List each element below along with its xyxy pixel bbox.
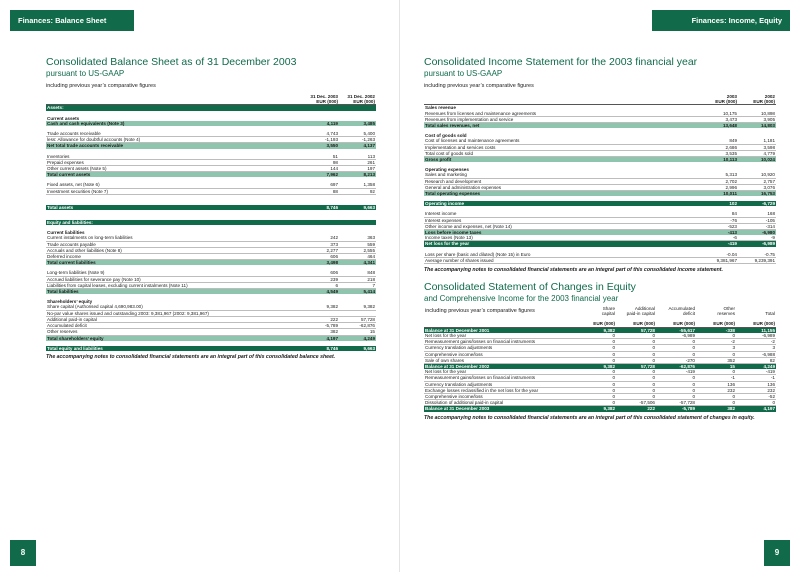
row-value: 0 bbox=[576, 381, 616, 387]
row-value: 0 bbox=[616, 393, 656, 399]
row-value: -0.75 bbox=[738, 252, 776, 258]
row-value: 2,702 bbox=[700, 178, 738, 184]
row-value: 0 bbox=[696, 333, 736, 339]
row-value: 3 bbox=[696, 345, 736, 351]
comparative-note: including previous year’s comparative figures bbox=[46, 83, 156, 89]
row-value: 0 bbox=[696, 400, 736, 406]
right-page bbox=[400, 0, 800, 572]
row-label: Other reserves bbox=[46, 329, 302, 335]
row-value: 10,113 bbox=[700, 157, 738, 163]
footnote: The accompanying notes to consolidated financial statements are an integral part of this consolidated statement of changes in equity. bbox=[424, 414, 755, 421]
column-unit: EUR (000) bbox=[700, 99, 738, 105]
row-value: -419 bbox=[700, 241, 738, 247]
row-label: Average number of shares issued bbox=[424, 257, 700, 263]
row-label: Inventories bbox=[46, 154, 302, 160]
row-value: -76 bbox=[700, 217, 738, 223]
row-label: Total current assets bbox=[46, 172, 302, 178]
row-value: 606 bbox=[302, 254, 339, 260]
row-value: 3 bbox=[736, 345, 776, 351]
equity-col-head: Additional paid-in capital bbox=[626, 306, 655, 317]
row-value: 88 bbox=[302, 188, 339, 194]
row-value: -62,876 bbox=[339, 323, 376, 329]
row-value: 9,382 bbox=[576, 327, 616, 333]
row-label: Current instalments on long-term liabilities bbox=[46, 235, 302, 241]
equity-subtitle: and Comprehensive Income for the 2003 financial year bbox=[424, 294, 619, 304]
row-value: 9,382 bbox=[576, 363, 616, 369]
row-label: Equity and liabilities: bbox=[46, 220, 302, 225]
row-label: Shareholders’ equity bbox=[47, 299, 93, 305]
row-value: 0 bbox=[576, 339, 616, 345]
row-label: Deferred income bbox=[46, 254, 302, 260]
row-label: Revenues from implementation and service bbox=[424, 116, 700, 122]
row-label: Total assets bbox=[46, 205, 302, 210]
row-value: 2,555 bbox=[339, 247, 376, 253]
row-value: 218 bbox=[339, 276, 376, 282]
row-value: -2 bbox=[736, 339, 776, 345]
row-value: 352 bbox=[696, 357, 736, 363]
row-label: Exchange losses reclassified in the net loss for the year bbox=[424, 387, 576, 393]
row-value: 3,473 bbox=[700, 116, 738, 122]
row-label: General and administration expenses bbox=[424, 184, 700, 190]
row-value: 0 bbox=[656, 375, 696, 381]
row-value: -6,980 bbox=[738, 230, 776, 236]
section-header: Finances: Income, Equity bbox=[652, 10, 790, 31]
row-value: -419 bbox=[656, 369, 696, 375]
row-value: 3,598 bbox=[738, 144, 776, 150]
row-value: 6 bbox=[302, 282, 339, 288]
row-value: 0 bbox=[576, 400, 616, 406]
row-value: -523 bbox=[700, 223, 738, 229]
row-value: 144 bbox=[302, 166, 339, 172]
row-label: Total sales revenues, net bbox=[424, 123, 700, 129]
row-value: 4,119 bbox=[302, 121, 339, 126]
row-value: 5,400 bbox=[339, 131, 376, 137]
section-header: Finances: Balance Sheet bbox=[10, 10, 134, 31]
row-value: 57,728 bbox=[616, 363, 656, 369]
footnote: The accompanying notes to consolidated financial statements are an integral part of this consolidated income statement. bbox=[424, 267, 723, 274]
row-label: Additional paid-in capital bbox=[46, 316, 302, 322]
row-value: 0 bbox=[616, 387, 656, 393]
row-value: 9,663 bbox=[339, 205, 376, 210]
row-value: 0 bbox=[616, 339, 656, 345]
row-value: -55,617 bbox=[656, 327, 696, 333]
row-value: 92 bbox=[339, 188, 376, 194]
row-value: 4,249 bbox=[736, 363, 776, 369]
row-value: 7 bbox=[339, 282, 376, 288]
row-value: 0 bbox=[576, 393, 616, 399]
row-value: 3,905 bbox=[738, 116, 776, 122]
row-label: Prepaid expenses bbox=[46, 159, 302, 165]
row-value: 8,746 bbox=[302, 205, 339, 210]
row-value: -6 bbox=[700, 235, 738, 241]
row-value: 0 bbox=[616, 351, 656, 357]
row-value: -338 bbox=[696, 327, 736, 333]
row-label: Share capital (Authorised capital 4,690,983.00) bbox=[46, 304, 302, 310]
column-unit: EUR (000) bbox=[656, 321, 696, 327]
column-unit: EUR (000) bbox=[616, 321, 656, 327]
row-value: 10,175 bbox=[700, 111, 738, 117]
row-value: -0.04 bbox=[700, 252, 738, 258]
row-value: -6,989 bbox=[656, 333, 696, 339]
row-value: 0 bbox=[576, 387, 616, 393]
row-value: 0 bbox=[576, 375, 616, 381]
column-unit: EUR (000) bbox=[576, 321, 616, 327]
row-value: 0 bbox=[576, 345, 616, 351]
row-value: -270 bbox=[656, 357, 696, 363]
row-value: 57,728 bbox=[339, 316, 376, 322]
row-value: 3,485 bbox=[339, 121, 376, 126]
page-title: Consolidated Balance Sheet as of 31 December 2003 bbox=[46, 56, 297, 68]
column-unit: EUR (000) bbox=[339, 99, 376, 105]
row-label: Total liabilities bbox=[46, 289, 302, 295]
row-value: 4,743 bbox=[302, 131, 339, 137]
row-value: 1,181 bbox=[738, 138, 776, 144]
row-label: Sale of own shares bbox=[424, 357, 576, 363]
row-label: Sales and marketing bbox=[424, 172, 700, 178]
row-value: 849 bbox=[700, 138, 738, 144]
row-label: Investment securities (Note 7) bbox=[46, 188, 302, 194]
row-value: 51 bbox=[302, 154, 339, 160]
equity-table bbox=[424, 306, 776, 411]
equity-col-head: Accumulated deficit bbox=[668, 306, 695, 317]
row-label: Cost of goods sold bbox=[425, 133, 467, 139]
row-label: Cash and cash equivalents (Note 3) bbox=[46, 121, 302, 126]
row-value: -6,989 bbox=[738, 241, 776, 247]
row-value: 98 bbox=[302, 159, 339, 165]
row-value: 848 bbox=[339, 270, 376, 276]
row-value: 242 bbox=[302, 235, 339, 241]
row-label: Total current liabilities bbox=[46, 260, 302, 266]
table-row bbox=[46, 346, 376, 351]
balance-sheet-table bbox=[46, 94, 376, 351]
column-year: 2002 bbox=[764, 94, 775, 99]
row-label: Gross profit bbox=[424, 157, 700, 163]
row-value: 0 bbox=[576, 333, 616, 339]
row-label: Cost of licenses and maintenance agreements bbox=[424, 138, 700, 144]
balance-sheet bbox=[46, 56, 376, 361]
row-value: 15 bbox=[696, 363, 736, 369]
row-value: 373 bbox=[302, 241, 339, 247]
row-value: 16,753 bbox=[738, 191, 776, 197]
row-label: Remeasurement gains/losses on financial instruments bbox=[424, 375, 576, 381]
row-value: 13,648 bbox=[700, 123, 738, 129]
equity-col-head: Other reserves bbox=[717, 306, 735, 317]
row-value: 0 bbox=[616, 333, 656, 339]
row-value: 697 bbox=[302, 182, 339, 188]
table-row bbox=[424, 257, 776, 263]
row-label: Income taxes (Note 13) bbox=[424, 235, 700, 241]
row-label: Comprehensive income/loss bbox=[424, 393, 576, 399]
row-label: Other income and expenses, net (Note 14) bbox=[424, 223, 700, 229]
row-value: 232 bbox=[736, 387, 776, 393]
row-value: -57,506 bbox=[616, 400, 656, 406]
row-label: Currency translation adjustments bbox=[424, 345, 576, 351]
row-value: 261 bbox=[339, 159, 376, 165]
row-value: 9,663 bbox=[339, 346, 376, 351]
row-label: Long-term liabilities (Note 9) bbox=[46, 270, 302, 276]
row-label: less: Allowance for doubtful accounts (Note 4) bbox=[46, 137, 302, 143]
row-value: 0 bbox=[616, 381, 656, 387]
equity-head-row bbox=[424, 306, 776, 316]
row-value: -413 bbox=[700, 230, 738, 236]
row-label: Loss per share (basic and diluted) (Note 15) in Euro bbox=[424, 252, 700, 258]
column-unit: EUR (000) bbox=[302, 99, 339, 105]
row-label: Operating expenses bbox=[425, 167, 469, 173]
row-value: 3,550 bbox=[302, 143, 339, 149]
row-value: 0 bbox=[696, 393, 736, 399]
column-year: 2003 bbox=[726, 94, 737, 99]
row-label: Total cost of goods sold bbox=[424, 150, 700, 156]
row-value: 9,382 bbox=[339, 304, 376, 310]
row-label: Remeasurement gains/losses on financial instruments bbox=[424, 339, 576, 345]
row-value: -5,789 bbox=[656, 406, 696, 412]
row-label: Current assets bbox=[47, 115, 80, 121]
row-label: Fixed assets, net (Note 6) bbox=[46, 182, 302, 188]
row-value: 82 bbox=[736, 357, 776, 363]
row-value: 136 bbox=[736, 381, 776, 387]
row-value: 197 bbox=[339, 166, 376, 172]
row-label: Liabilities from capital leases, excluding current instalments (Note 11) bbox=[46, 282, 302, 288]
row-label: Accumulated deficit bbox=[46, 323, 302, 329]
row-label: Interest income bbox=[424, 211, 700, 217]
row-value: -5,789 bbox=[302, 323, 339, 329]
row-value: 10,024 bbox=[738, 157, 776, 163]
row-value: 382 bbox=[302, 329, 339, 335]
row-value: -6,988 bbox=[736, 351, 776, 357]
row-value: 0 bbox=[696, 369, 736, 375]
row-value: 0 bbox=[656, 345, 696, 351]
row-label: Balance at 31 December 2003 bbox=[424, 406, 576, 412]
row-value: -1 bbox=[736, 375, 776, 381]
page-subtitle: pursuant to US-GAAP bbox=[424, 69, 503, 78]
row-label: Comprehensive income/loss bbox=[424, 351, 576, 357]
page-title: Consolidated Income Statement for the 2003 financial year bbox=[424, 56, 698, 68]
row-label: Total operating expenses bbox=[424, 191, 700, 197]
row-label: Net loss for the year bbox=[424, 369, 576, 375]
row-value: 4,137 bbox=[339, 143, 376, 149]
row-value: -62,876 bbox=[656, 363, 696, 369]
row-label: Dissolution of additional paid-in capital bbox=[424, 400, 576, 406]
row-label: Balance at 31 December 2002 bbox=[424, 363, 576, 369]
row-value: 11,155 bbox=[736, 327, 776, 333]
row-value: 1,358 bbox=[339, 182, 376, 188]
row-value: -1,263 bbox=[339, 137, 376, 143]
equity-col-head: Share capital bbox=[601, 306, 615, 317]
row-label: Balance at 31 December 2001 bbox=[424, 327, 576, 333]
row-value: 5,414 bbox=[339, 289, 376, 295]
row-value: 0 bbox=[616, 369, 656, 375]
row-label: Operating income bbox=[424, 201, 700, 206]
column-date: 31 Dec. 2002 bbox=[347, 94, 375, 99]
row-value: -1 bbox=[696, 375, 736, 381]
row-label: Assets: bbox=[46, 105, 302, 111]
row-value: 0 bbox=[616, 345, 656, 351]
row-value: 2,277 bbox=[302, 247, 339, 253]
row-label: Revenues from licenses and maintenance agreements bbox=[424, 111, 700, 117]
row-value: 57,728 bbox=[616, 327, 656, 333]
row-value: 9,239,391 bbox=[738, 257, 776, 263]
row-value: -57,728 bbox=[656, 400, 696, 406]
table-row bbox=[424, 406, 776, 412]
income-statement-table bbox=[424, 94, 776, 264]
row-value: 2,686 bbox=[700, 144, 738, 150]
row-value: 239 bbox=[302, 276, 339, 282]
comparative-note: including previous year’s comparative figures bbox=[425, 307, 535, 314]
page-number: 9 bbox=[764, 540, 790, 566]
page-number: 8 bbox=[10, 540, 36, 566]
comparative-note: including previous year’s comparative figures bbox=[424, 83, 534, 89]
row-value: 0 bbox=[696, 351, 736, 357]
row-value: 4,249 bbox=[339, 335, 376, 341]
row-value: 8,213 bbox=[339, 172, 376, 178]
row-value: 4,197 bbox=[736, 406, 776, 412]
row-value: 0 bbox=[616, 375, 656, 381]
row-value: 464 bbox=[339, 254, 376, 260]
row-value: 0 bbox=[736, 400, 776, 406]
row-value: 363 bbox=[339, 235, 376, 241]
column-date: 31 Dec. 2003 bbox=[310, 94, 338, 99]
row-value: -6,989 bbox=[736, 333, 776, 339]
footnote: The accompanying notes to consolidated financial statements are an integral part of this consolidated balance sheet. bbox=[46, 353, 336, 360]
row-label: Trade accounts payable bbox=[46, 241, 302, 247]
row-value: 10,920 bbox=[738, 172, 776, 178]
row-label: Currency translation adjustments bbox=[424, 381, 576, 387]
row-label: Accrued liabilities for severance pay (Note 10) bbox=[46, 276, 302, 282]
row-value: 9,382 bbox=[576, 406, 616, 412]
row-value: 0 bbox=[576, 369, 616, 375]
row-value: -1,193 bbox=[302, 137, 339, 143]
column-unit: EUR (000) bbox=[738, 99, 776, 105]
row-value: 0 bbox=[656, 387, 696, 393]
row-label: Sales revenue bbox=[425, 105, 456, 111]
row-value: 222 bbox=[302, 316, 339, 322]
row-label: Research and development bbox=[424, 178, 700, 184]
row-value: 4,341 bbox=[339, 260, 376, 266]
row-value: 3,535 bbox=[700, 150, 738, 156]
row-label: Interest expenses bbox=[424, 217, 700, 223]
equity-title: Consolidated Statement of Changes in Equity bbox=[424, 281, 636, 294]
row-value: 0 bbox=[576, 351, 616, 357]
row-value: 232 bbox=[696, 387, 736, 393]
row-value: 4,549 bbox=[302, 289, 339, 295]
row-value: -314 bbox=[738, 223, 776, 229]
row-value: 222 bbox=[616, 406, 656, 412]
row-value: 606 bbox=[302, 270, 339, 276]
row-value: 0 bbox=[656, 393, 696, 399]
row-value: 0 bbox=[656, 339, 696, 345]
row-value: 0 bbox=[656, 351, 696, 357]
row-label: Total equity and liabilities bbox=[46, 346, 302, 351]
row-value: 2,996 bbox=[700, 184, 738, 190]
income-and-equity bbox=[424, 56, 776, 422]
row-label: Loss before income taxes bbox=[424, 230, 700, 236]
row-value: 10,011 bbox=[700, 191, 738, 197]
row-label: Net loss for the year bbox=[424, 333, 576, 339]
row-value: -9 bbox=[738, 235, 776, 241]
row-value: -105 bbox=[738, 217, 776, 223]
row-label: Net loss for the year bbox=[424, 241, 700, 247]
row-value: 168 bbox=[738, 211, 776, 217]
row-value: 8,746 bbox=[302, 346, 339, 351]
row-value: 9,381,967 bbox=[700, 257, 738, 263]
column-unit: EUR (000) bbox=[736, 321, 776, 327]
row-value: 7,962 bbox=[302, 172, 339, 178]
row-value: 4,197 bbox=[302, 335, 339, 341]
row-value: -419 bbox=[736, 369, 776, 375]
row-value: 0 bbox=[576, 357, 616, 363]
row-value: 0 bbox=[616, 357, 656, 363]
row-label: Net total trade accounts receivable bbox=[46, 143, 302, 149]
row-value: 3,498 bbox=[302, 260, 339, 266]
row-value: 84 bbox=[700, 211, 738, 217]
row-label: Other current assets (Note 5) bbox=[46, 166, 302, 172]
row-value: -52 bbox=[736, 393, 776, 399]
row-value: 9,382 bbox=[302, 304, 339, 310]
row-value: 559 bbox=[339, 241, 376, 247]
row-value: 10,898 bbox=[738, 111, 776, 117]
row-value: 4,779 bbox=[738, 150, 776, 156]
row-value: 136 bbox=[696, 381, 736, 387]
page-subtitle: pursuant to US-GAAP bbox=[46, 69, 125, 78]
row-label: Accruals and other liabilities (Note 8) bbox=[46, 247, 302, 253]
row-value: -2 bbox=[696, 339, 736, 345]
row-value: 2,757 bbox=[738, 178, 776, 184]
row-value: 382 bbox=[696, 406, 736, 412]
row-value: 5,313 bbox=[700, 172, 738, 178]
row-value: 102 bbox=[700, 201, 738, 206]
row-label: Trade accounts receivable bbox=[46, 131, 302, 137]
row-label: No-par value shares issued and outstanding 2003: 9,381,967 (2002: 9,381,967) bbox=[46, 310, 302, 316]
column-unit: EUR (000) bbox=[696, 321, 736, 327]
row-value: 3,076 bbox=[738, 184, 776, 190]
row-value: 113 bbox=[339, 154, 376, 160]
row-value: 14,803 bbox=[738, 123, 776, 129]
row-label: Implementation and services costs bbox=[424, 144, 700, 150]
row-value: -6,729 bbox=[738, 201, 776, 206]
row-value: 0 bbox=[656, 381, 696, 387]
equity-col-head: Total bbox=[765, 311, 775, 317]
row-value: 15 bbox=[339, 329, 376, 335]
row-label: Total shareholders’ equity bbox=[46, 335, 302, 341]
row-label: Current liabilities bbox=[47, 230, 85, 236]
